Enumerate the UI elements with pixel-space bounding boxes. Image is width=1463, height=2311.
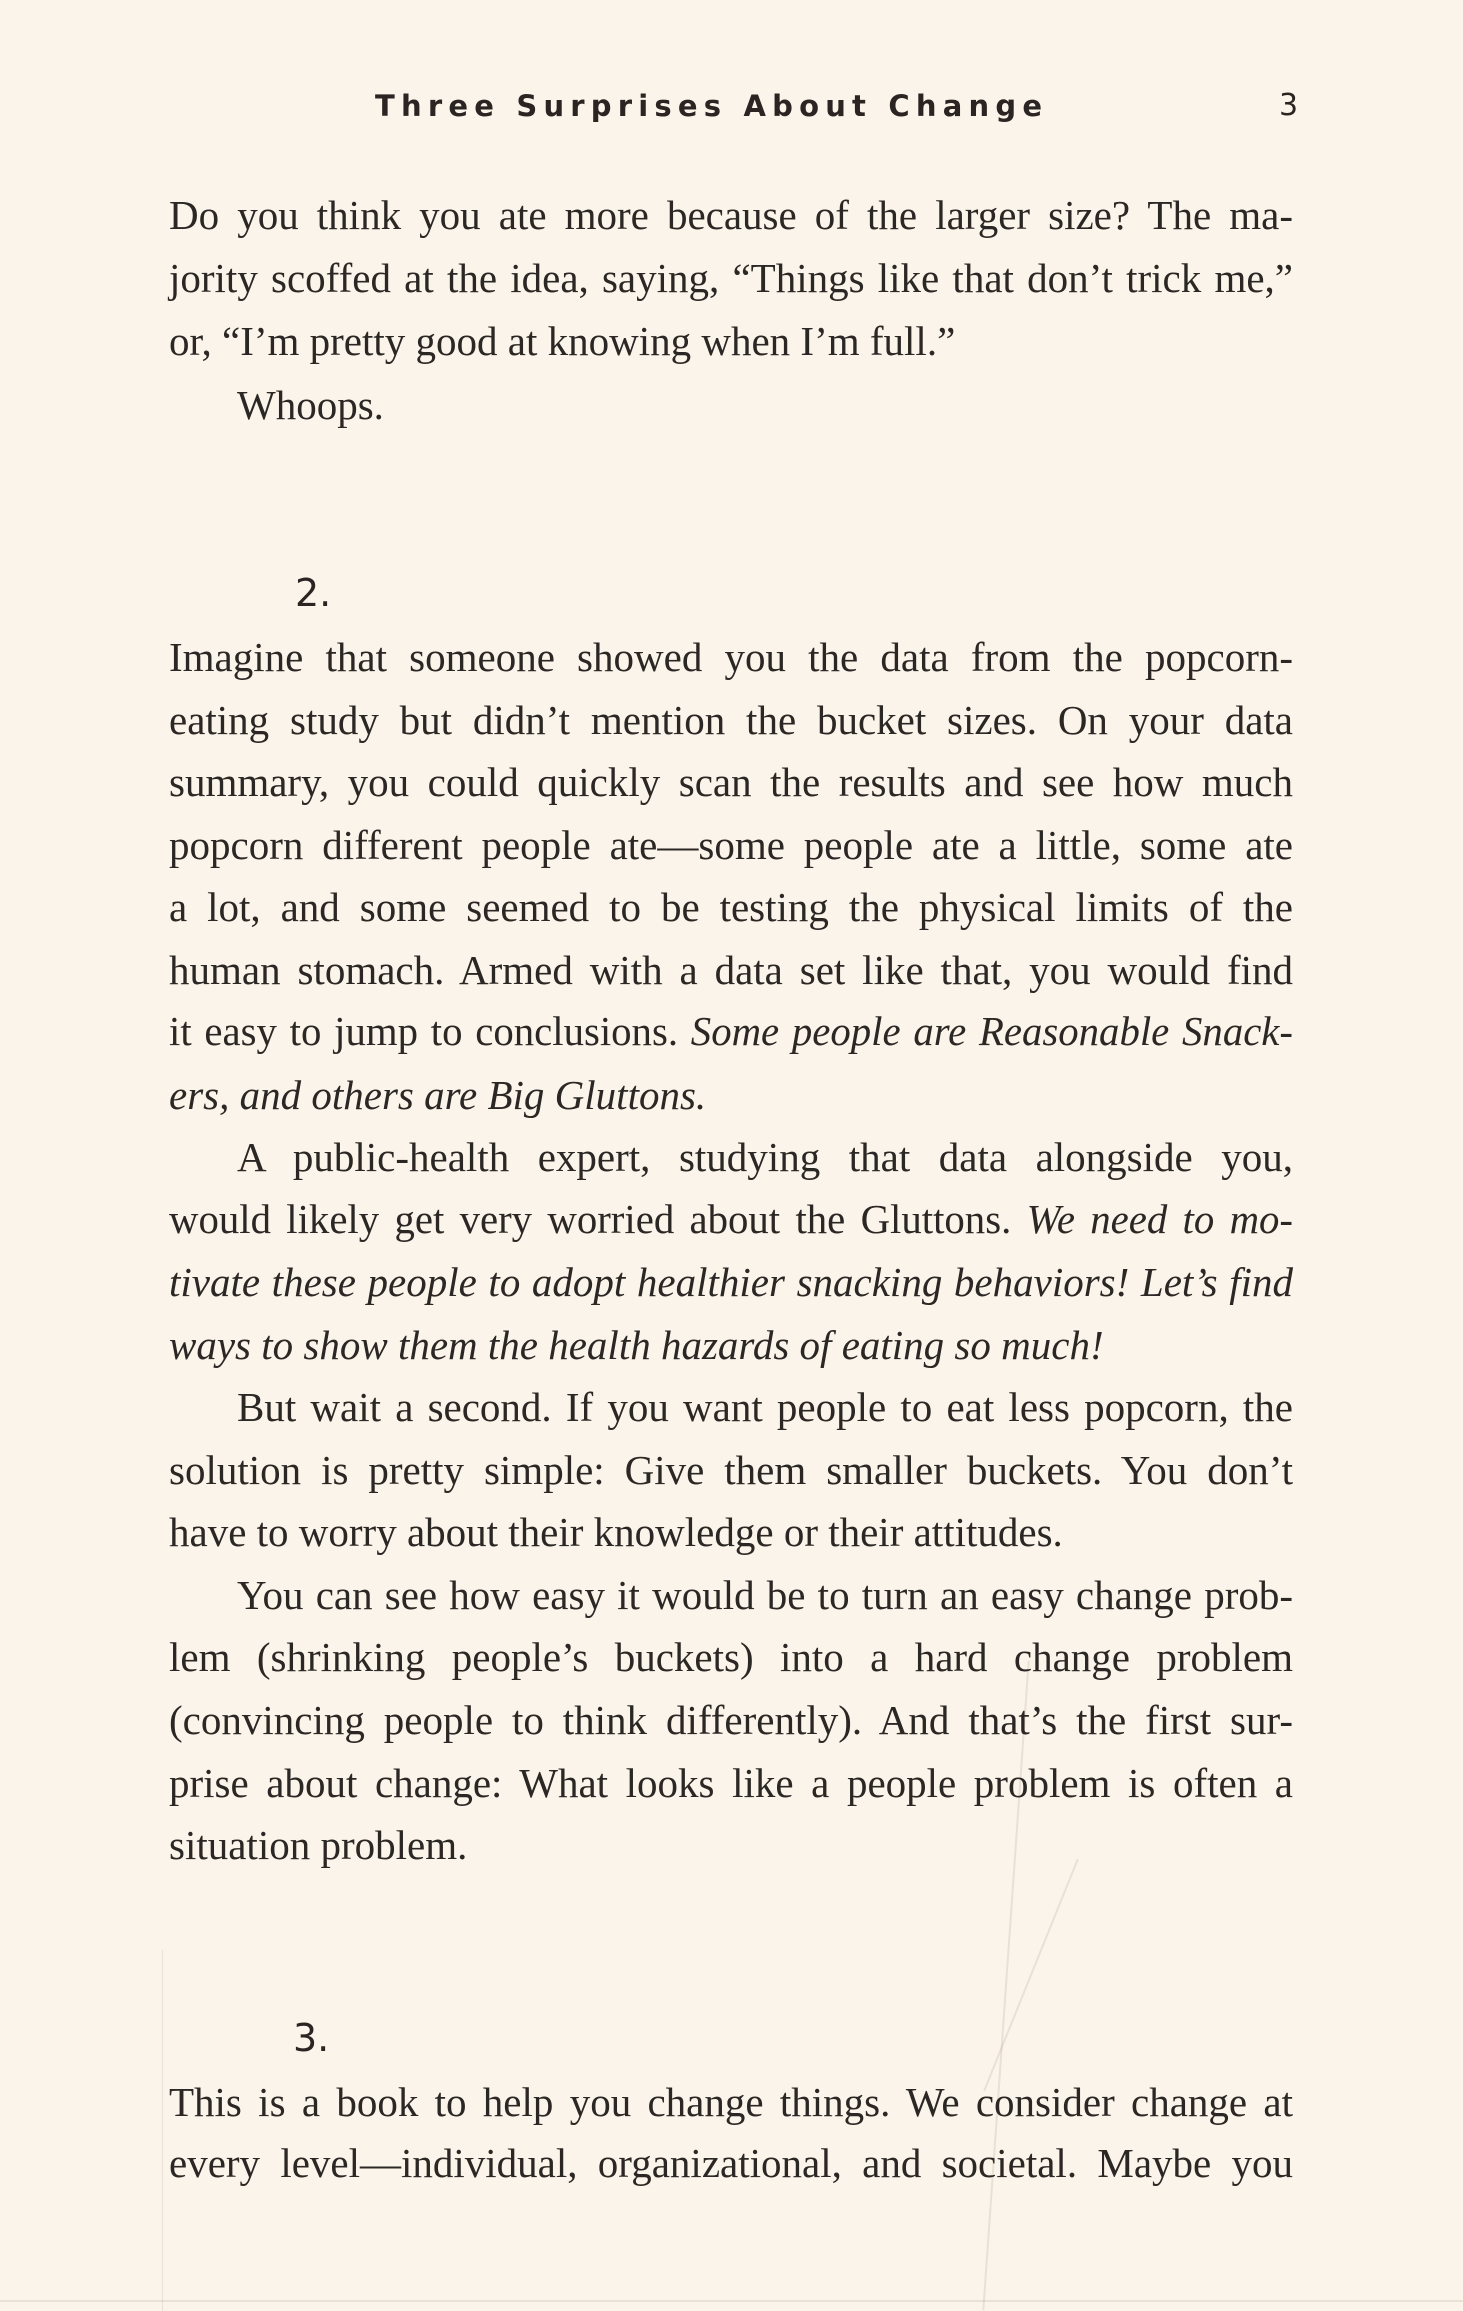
paper-crease	[0, 2300, 1463, 2302]
text-line: every level—individual, organizational, and societal. Maybe you	[169, 2140, 1293, 2186]
roman-text: would likely get very worried about the Gluttons.	[169, 1197, 1012, 1242]
running-head: Three Surprises About Change	[375, 89, 1049, 123]
text-line: summary, you could quickly scan the results and see how much	[169, 759, 1293, 805]
text-line: situation problem.	[169, 1822, 468, 1868]
text-line: lem (shrinking people’s buckets) into a hard change problem	[169, 1634, 1293, 1680]
text-line: solution is pretty simple: Give them smaller buckets. You don’t	[169, 1447, 1293, 1493]
text-line: Imagine that someone showed you the data from the popcorn-	[169, 634, 1293, 680]
text-line: or, “I’m pretty good at knowing when I’m full.”	[169, 318, 956, 364]
text-line: But wait a second. If you want people to eat less popcorn, the	[237, 1384, 1293, 1430]
text-line	[169, 1257, 1293, 1307]
text-line: prise about change: What looks like a people problem is often a	[169, 1760, 1293, 1806]
text-line: A public-health expert, studying that data alongside you,	[237, 1134, 1293, 1180]
text-line: (convincing people to think differently). And that’s the first sur-	[169, 1697, 1293, 1743]
text-line: Do you think you ate more because of the larger size? The ma-	[169, 192, 1293, 238]
section-number: 2.	[295, 571, 332, 615]
page-number: 3	[1279, 88, 1299, 123]
roman-text: it easy to jump to conclusions.	[169, 1009, 679, 1054]
text-line	[169, 1007, 1293, 1057]
text-line: You can see how easy it would be to turn an easy change prob-	[237, 1572, 1293, 1618]
italic-text: tivate these people to adopt healthier snacking behaviors! Let’s find	[169, 1259, 1293, 1305]
text-line	[169, 1195, 1293, 1245]
italic-text: ers, and others are Big Gluttons.	[169, 1072, 707, 1118]
text-line: popcorn different people ate—some people ate a little, some ate	[169, 822, 1293, 868]
text-line: jority scoffed at the idea, saying, “Things like that don’t trick me,”	[169, 255, 1293, 301]
section-number: 3.	[293, 2016, 330, 2060]
text-line	[169, 1070, 1293, 1120]
text-line: This is a book to help you change things. We consider change at	[169, 2079, 1293, 2125]
text-line: human stomach. Armed with a data set like that, you would find	[169, 947, 1293, 993]
paper-crease	[983, 1859, 1079, 2092]
text-line: Whoops.	[237, 382, 384, 428]
italic-text: Some people are Reasonable Snack-	[690, 1009, 1293, 1054]
text-line	[169, 1320, 1293, 1370]
italic-text: We need to mo-	[1026, 1197, 1293, 1242]
paper-crease	[162, 1950, 163, 2311]
text-line: have to worry about their knowledge or their attitudes.	[169, 1509, 1063, 1555]
italic-text: ways to show them the health hazards of eating so much!	[169, 1322, 1104, 1368]
text-line: a lot, and some seemed to be testing the physical limits of the	[169, 884, 1293, 930]
text-line: eating study but didn’t mention the bucket sizes. On your data	[169, 697, 1293, 743]
